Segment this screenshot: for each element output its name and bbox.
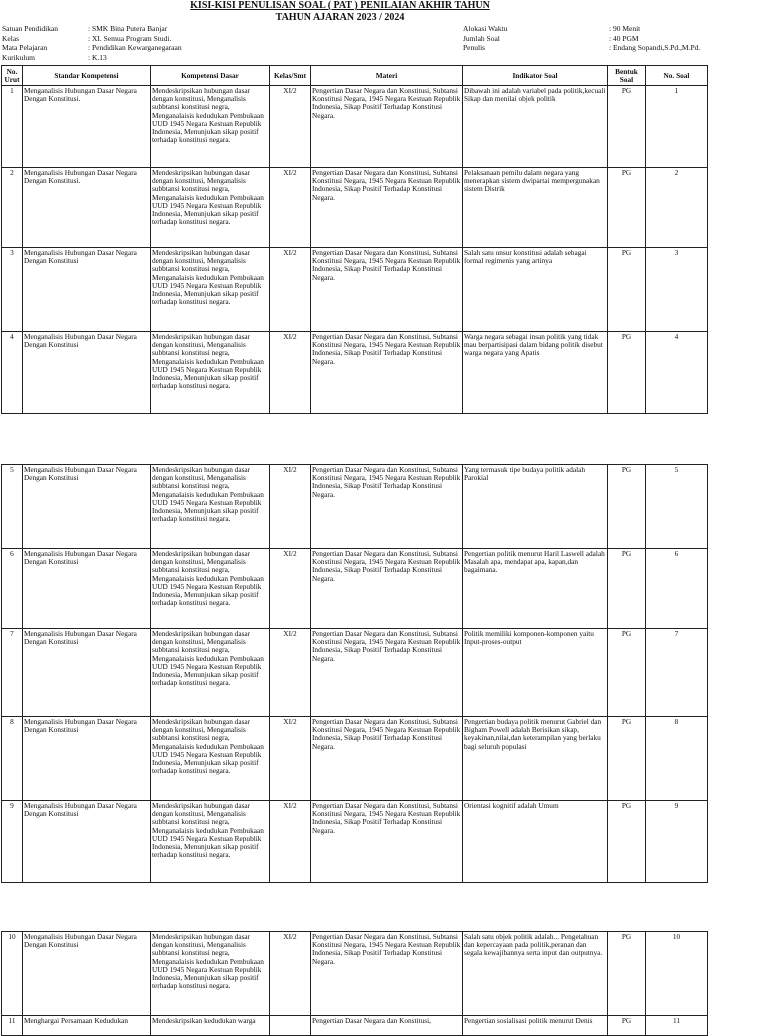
cell-no: 11 [2, 1016, 23, 1036]
cell-no: 4 [2, 332, 23, 414]
cell-no: 5 [2, 465, 23, 549]
info-label: Satuan Pendidikan [2, 24, 59, 33]
cell-materi: Pengertian Dasar Negara dan Konstitusi, [311, 1016, 463, 1036]
cell-kompetensi-dasar: Mendeskripsikan hubungan dasar dengan konstitusi, Menganalisis subbtansi konstitusi negra, Menganalaisis kedudukan Pembukaan UUD 1945 Negara Kestuan Republik Indonesia, Menunjukan sikap positif terhadap konstitusi negara. [151, 248, 270, 332]
cell-standar-kompetensi: Menganalisis Hubungan Dasar Negara Dengan Konstitusi. [23, 168, 151, 248]
info-left [2, 24, 182, 62]
cell-bentuk-soal: PG [608, 248, 646, 332]
col-header-indikator-soal: Indikator Soal [463, 66, 608, 86]
cell-bentuk-soal: PG [608, 332, 646, 414]
cell-bentuk-soal: PG [608, 717, 646, 801]
cell-no: 2 [2, 168, 23, 248]
table-row [2, 168, 708, 248]
info-row [463, 24, 700, 34]
col-header-kelas-smt: Kelas/Smt [270, 66, 311, 86]
info-label: Penulis [463, 43, 486, 52]
cell-no: 3 [2, 248, 23, 332]
cell-indikator-soal: Politik memiliki komponen-komponen yaitu Input-proses-output [463, 629, 608, 717]
cell-kelas-smt: XI/2 [270, 549, 311, 629]
cell-kompetensi-dasar: Mendeskripsikan hubungan dasar dengan konstitusi, Menganalisis subbtansi konstitusi negra, Menganalaisis kedudukan Pembukaan UUD 1945 Negara Kestuan Republik Indonesia, Menunjukan sikap positif terhadap konstitusi negara. [151, 465, 270, 549]
table-row [2, 332, 708, 414]
info-row [463, 34, 700, 44]
cell-indikator-soal: Pengertian sosialisasi politik menurut Denis [463, 1016, 608, 1036]
kisi-table-block-1 [1, 65, 708, 414]
table-header-row [2, 66, 708, 86]
cell-kelas-smt: XI/2 [270, 932, 311, 1016]
cell-standar-kompetensi: Menghargai Persamaan Kedudukan [23, 1016, 151, 1036]
cell-bentuk-soal: PG [608, 86, 646, 168]
info-row [2, 34, 182, 44]
info-value: : Endang Sopandi,S.Pd.,M.Pd. [609, 43, 701, 52]
info-label: Kurikulum [2, 52, 35, 62]
info-right [463, 24, 700, 53]
info-label: Jumlah Soal [463, 33, 500, 43]
info-value: : XI. Semua Program Studi. [88, 33, 172, 43]
cell-kompetensi-dasar: Mendeskripsikan hubungan dasar dengan konstitusi, Menganalisis subbtansi konstitusi negra, Menganalaisis kedudukan Pembukaan UUD 1945 Negara Kestuan Republik Indonesia, Menunjukan sikap positif terhadap konstitusi negara. [151, 629, 270, 717]
cell-indikator-soal: Salah satu unsur konstitusi adalah sebagai formal regimenis yang artinya [463, 248, 608, 332]
info-row [2, 53, 182, 63]
table-row [2, 717, 708, 801]
cell-kelas-smt: XI/2 [270, 332, 311, 414]
col-header-standar-kompetensi: Standar Kompetensi [23, 66, 151, 86]
cell-standar-kompetensi: Menganalisis Hubungan Dasar Negara Dengan Konstitusi [23, 465, 151, 549]
document-title: KISI-KISI PENULISAN SOAL ( PAT ) PENILAIAN AKHIR TAHUN [190, 0, 490, 11]
cell-materi: Pengertian Dasar Negara dan Konstitusi, Subtansi Konstitusi Negara, 1945 Negara Kestuan Republik Indonesia, Sikap Positif Terhadap Konstitusi Negara. [311, 932, 463, 1016]
info-value: : 40 PGM [609, 33, 639, 43]
table-row [2, 549, 708, 629]
cell-no-soal: 11 [646, 1016, 708, 1036]
cell-materi: Pengertian Dasar Negara dan Konstitusi, Subtansi Konstitusi Negara, 1945 Negara Kestuan Republik Indonesia, Sikap Positif Terhadap Konstitusi Negara. [311, 549, 463, 629]
cell-bentuk-soal: PG [608, 629, 646, 717]
cell-no: 8 [2, 717, 23, 801]
cell-kompetensi-dasar: Mendeskripsikan hubungan dasar dengan konstitusi, Menganalisis subbtansi konstitusi negra, Menganalaisis kedudukan Pembukaan UUD 1945 Negara Kestuan Republik Indonesia, Menunjukan sikap positif terhadap konstitusi negara. [151, 932, 270, 1016]
cell-bentuk-soal: PG [608, 801, 646, 883]
cell-standar-kompetensi: Menganalisis Hubungan Dasar Negara Dengan Konstitusi [23, 717, 151, 801]
cell-kelas-smt: XI/2 [270, 629, 311, 717]
col-header-no-soal: No. Soal [646, 66, 708, 86]
col-header-kompetensi-dasar: Kompetensi Dasar [151, 66, 270, 86]
cell-indikator-soal: Pengertian budaya politik menurut Gabriel dan Bigham Powell adalah Berisikan sikap, keyakinan,nilai,dan keterampilan yang berlaku bagi seluruh populasi [463, 717, 608, 801]
cell-materi: Pengertian Dasar Negara dan Konstitusi, Subtansi Konstitusi Negara, 1945 Negara Kestuan Republik Indonesia, Sikap Positif Terhadap Konstitusi Negara. [311, 629, 463, 717]
cell-no-soal: 5 [646, 465, 708, 549]
cell-kompetensi-dasar: Mendeskripsikan hubungan dasar dengan konstitusi, Menganalisis subbtansi konstitusi negra, Menganalaisis kedudukan Pembukaan UUD 1945 Negara Kestuan Republik Indonesia, Menunjukan sikap positif terhadap konstitusi negara. [151, 168, 270, 248]
kisi-table-block-3 [1, 931, 708, 1036]
cell-standar-kompetensi: Menganalisis Hubungan Dasar Negara Dengan Konstitusi. [23, 86, 151, 168]
cell-bentuk-soal: PG [608, 549, 646, 629]
info-value: : Pendidikan Kewarganegaraan [88, 43, 182, 52]
table-row [2, 932, 708, 1016]
cell-kompetensi-dasar: Mendeskripsikan kedudukan warga [151, 1016, 270, 1036]
cell-indikator-soal: Dibawah ini adalah variabel pada politik,kecuali Sikap dan menilai objek politik [463, 86, 608, 168]
document-subtitle: TAHUN AJARAN 2023 / 2024 [275, 12, 405, 23]
cell-kompetensi-dasar: Mendeskripsikan hubungan dasar dengan konstitusi, Menganalisis subbtansi konstitusi negra, Menganalaisis kedudukan Pembukaan UUD 1945 Negara Kestuan Republik Indonesia, Menunjukan sikap positif terhadap konstitusi negara. [151, 549, 270, 629]
info-label: Kelas [2, 33, 20, 43]
cell-no: 10 [2, 932, 23, 1016]
cell-materi: Pengertian Dasar Negara dan Konstitusi, Subtansi Konstitusi Negara, 1945 Negara Kestuan Republik Indonesia, Sikap Positif Terhadap Konstitusi Negara. [311, 465, 463, 549]
cell-materi: Pengertian Dasar Negara dan Konstitusi, Subtansi Konstitusi Negara, 1945 Negara Kestuan Republik Indonesia, Sikap Positif Terhadap Konstitusi Negara. [311, 801, 463, 883]
cell-kelas-smt: XI/2 [270, 248, 311, 332]
cell-indikator-soal: Salah satu objek politik adalah... Pengetahuan dan kepercayaan pada politik,peranan dan segala kewajibannya serta input dan outputnya. [463, 932, 608, 1016]
cell-no-soal: 4 [646, 332, 708, 414]
cell-indikator-soal: Pengertian politik menurut Haril Laswell adalah Masalah apa, mendapat apa, kapan,dan bagaimana. [463, 549, 608, 629]
cell-indikator-soal: Yang termasuk tipe budaya politik adalah Parokial [463, 465, 608, 549]
cell-materi: Pengertian Dasar Negara dan Konstitusi, Subtansi Konstitusi Negara, 1945 Negara Kestuan Republik Indonesia, Sikap Positif Terhadap Konstitusi Negara. [311, 717, 463, 801]
cell-standar-kompetensi: Menganalisis Hubungan Dasar Negara Dengan Konstitusi [23, 332, 151, 414]
cell-no-soal: 1 [646, 86, 708, 168]
table-row [2, 465, 708, 549]
cell-standar-kompetensi: Menganalisis Hubungan Dasar Negara Dengan Konstitusi [23, 549, 151, 629]
cell-no-soal: 2 [646, 168, 708, 248]
cell-no-soal: 3 [646, 248, 708, 332]
cell-materi: Pengertian Dasar Negara dan Konstitusi, Subtansi Konstitusi Negara, 1945 Negara Kestuan Republik Indonesia, Sikap Positif Terhadap Konstitusi Negara. [311, 168, 463, 248]
info-row [463, 43, 700, 53]
table-row [2, 1016, 708, 1036]
cell-materi: Pengertian Dasar Negara dan Konstitusi, Subtansi Konstitusi Negara, 1945 Negara Kestuan Republik Indonesia, Sikap Positif Terhadap Konstitusi Negara. [311, 86, 463, 168]
cell-kompetensi-dasar: Mendeskripsikan hubungan dasar dengan konstitusi, Menganalisis subbtansi konstitusi negra, Menganalaisis kedudukan Pembukaan UUD 1945 Negara Kestuan Republik Indonesia, Menunjukan sikap positif terhadap konstitusi negara. [151, 332, 270, 414]
table-row [2, 801, 708, 883]
table-row [2, 86, 708, 168]
cell-standar-kompetensi: Menganalisis Hubungan Dasar Negara Dengan Konstitusi [23, 629, 151, 717]
cell-no-soal: 9 [646, 801, 708, 883]
cell-kelas-smt: XI/2 [270, 86, 311, 168]
cell-bentuk-soal: PG [608, 168, 646, 248]
cell-standar-kompetensi: Menganalisis Hubungan Dasar Negara Dengan Konstitusi [23, 801, 151, 883]
cell-kelas-smt: XI/2 [270, 717, 311, 801]
cell-materi: Pengertian Dasar Negara dan Konstitusi, Subtansi Konstitusi Negara, 1945 Negara Kestuan Republik Indonesia, Sikap Positif Terhadap Konstitusi Negara. [311, 248, 463, 332]
cell-kompetensi-dasar: Mendeskripsikan hubungan dasar dengan konstitusi, Menganalisis subbtansi konstitusi negra, Menganalaisis kedudukan Pembukaan UUD 1945 Negara Kestuan Republik Indonesia, Menunjukan sikap positif terhadap konstitusi negara. [151, 717, 270, 801]
col-header-bentuk-soal: Bentuk Soal [608, 66, 646, 86]
info-row [2, 24, 182, 34]
cell-standar-kompetensi: Menganalisis Hubungan Dasar Negara Dengan Konstitusi [23, 932, 151, 1016]
cell-indikator-soal: Warga negara sebagai insan politik yang tidak mau berpartisipasi dalam bidang politik disebut warga negara yang Apatis [463, 332, 608, 414]
info-value: : 90 Menit [609, 24, 641, 33]
cell-no-soal: 8 [646, 717, 708, 801]
info-value: : SMK Bina Putera Banjar [88, 24, 168, 33]
cell-kompetensi-dasar: Mendeskripsikan hubungan dasar dengan konstitusi, Menganalisis subbtansi konstitusi negra, Menganalaisis kedudukan Pembukaan UUD 1945 Negara Kestuan Republik Indonesia, Menunjukan sikap positif terhadap konstitusi negara. [151, 86, 270, 168]
col-header-materi: Materi [311, 66, 463, 86]
cell-indikator-soal: Orientasi kognitif adalah Umum [463, 801, 608, 883]
info-value: : K.13 [88, 52, 107, 62]
cell-kompetensi-dasar: Mendeskripsikan hubungan dasar dengan konstitusi, Menganalisis subbtansi konstitusi negra, Menganalaisis kedudukan Pembukaan UUD 1945 Negara Kestuan Republik Indonesia, Menunjukan sikap positif terhadap konstitusi negara. [151, 801, 270, 883]
cell-standar-kompetensi: Menganalisis Hubungan Dasar Negara Dengan Konstitusi [23, 248, 151, 332]
cell-no: 1 [2, 86, 23, 168]
cell-no-soal: 7 [646, 629, 708, 717]
info-label: Alokasi Waktu [463, 24, 508, 33]
cell-no-soal: 10 [646, 932, 708, 1016]
col-header-no: No. Urut [2, 66, 23, 86]
info-row [2, 43, 182, 53]
cell-bentuk-soal: PG [608, 932, 646, 1016]
cell-no: 7 [2, 629, 23, 717]
cell-no-soal: 6 [646, 549, 708, 629]
cell-kelas-smt [270, 1016, 311, 1036]
table-row [2, 248, 708, 332]
cell-kelas-smt: XI/2 [270, 465, 311, 549]
cell-no: 9 [2, 801, 23, 883]
cell-kelas-smt: XI/2 [270, 168, 311, 248]
kisi-table-block-2 [1, 464, 708, 883]
info-label: Mata Pelajaran [2, 43, 48, 52]
cell-indikator-soal: Pelaksanaan pemilu dalam negara yang menerapkan sistem dwipartai mempergunakan sistem Distrik [463, 168, 608, 248]
cell-kelas-smt: XI/2 [270, 801, 311, 883]
cell-no: 6 [2, 549, 23, 629]
cell-bentuk-soal: PG [608, 1016, 646, 1036]
cell-materi: Pengertian Dasar Negara dan Konstitusi, Subtansi Konstitusi Negara, 1945 Negara Kestuan Republik Indonesia, Sikap Positif Terhadap Konstitusi Negara. [311, 332, 463, 414]
table-row [2, 629, 708, 717]
cell-bentuk-soal: PG [608, 465, 646, 549]
